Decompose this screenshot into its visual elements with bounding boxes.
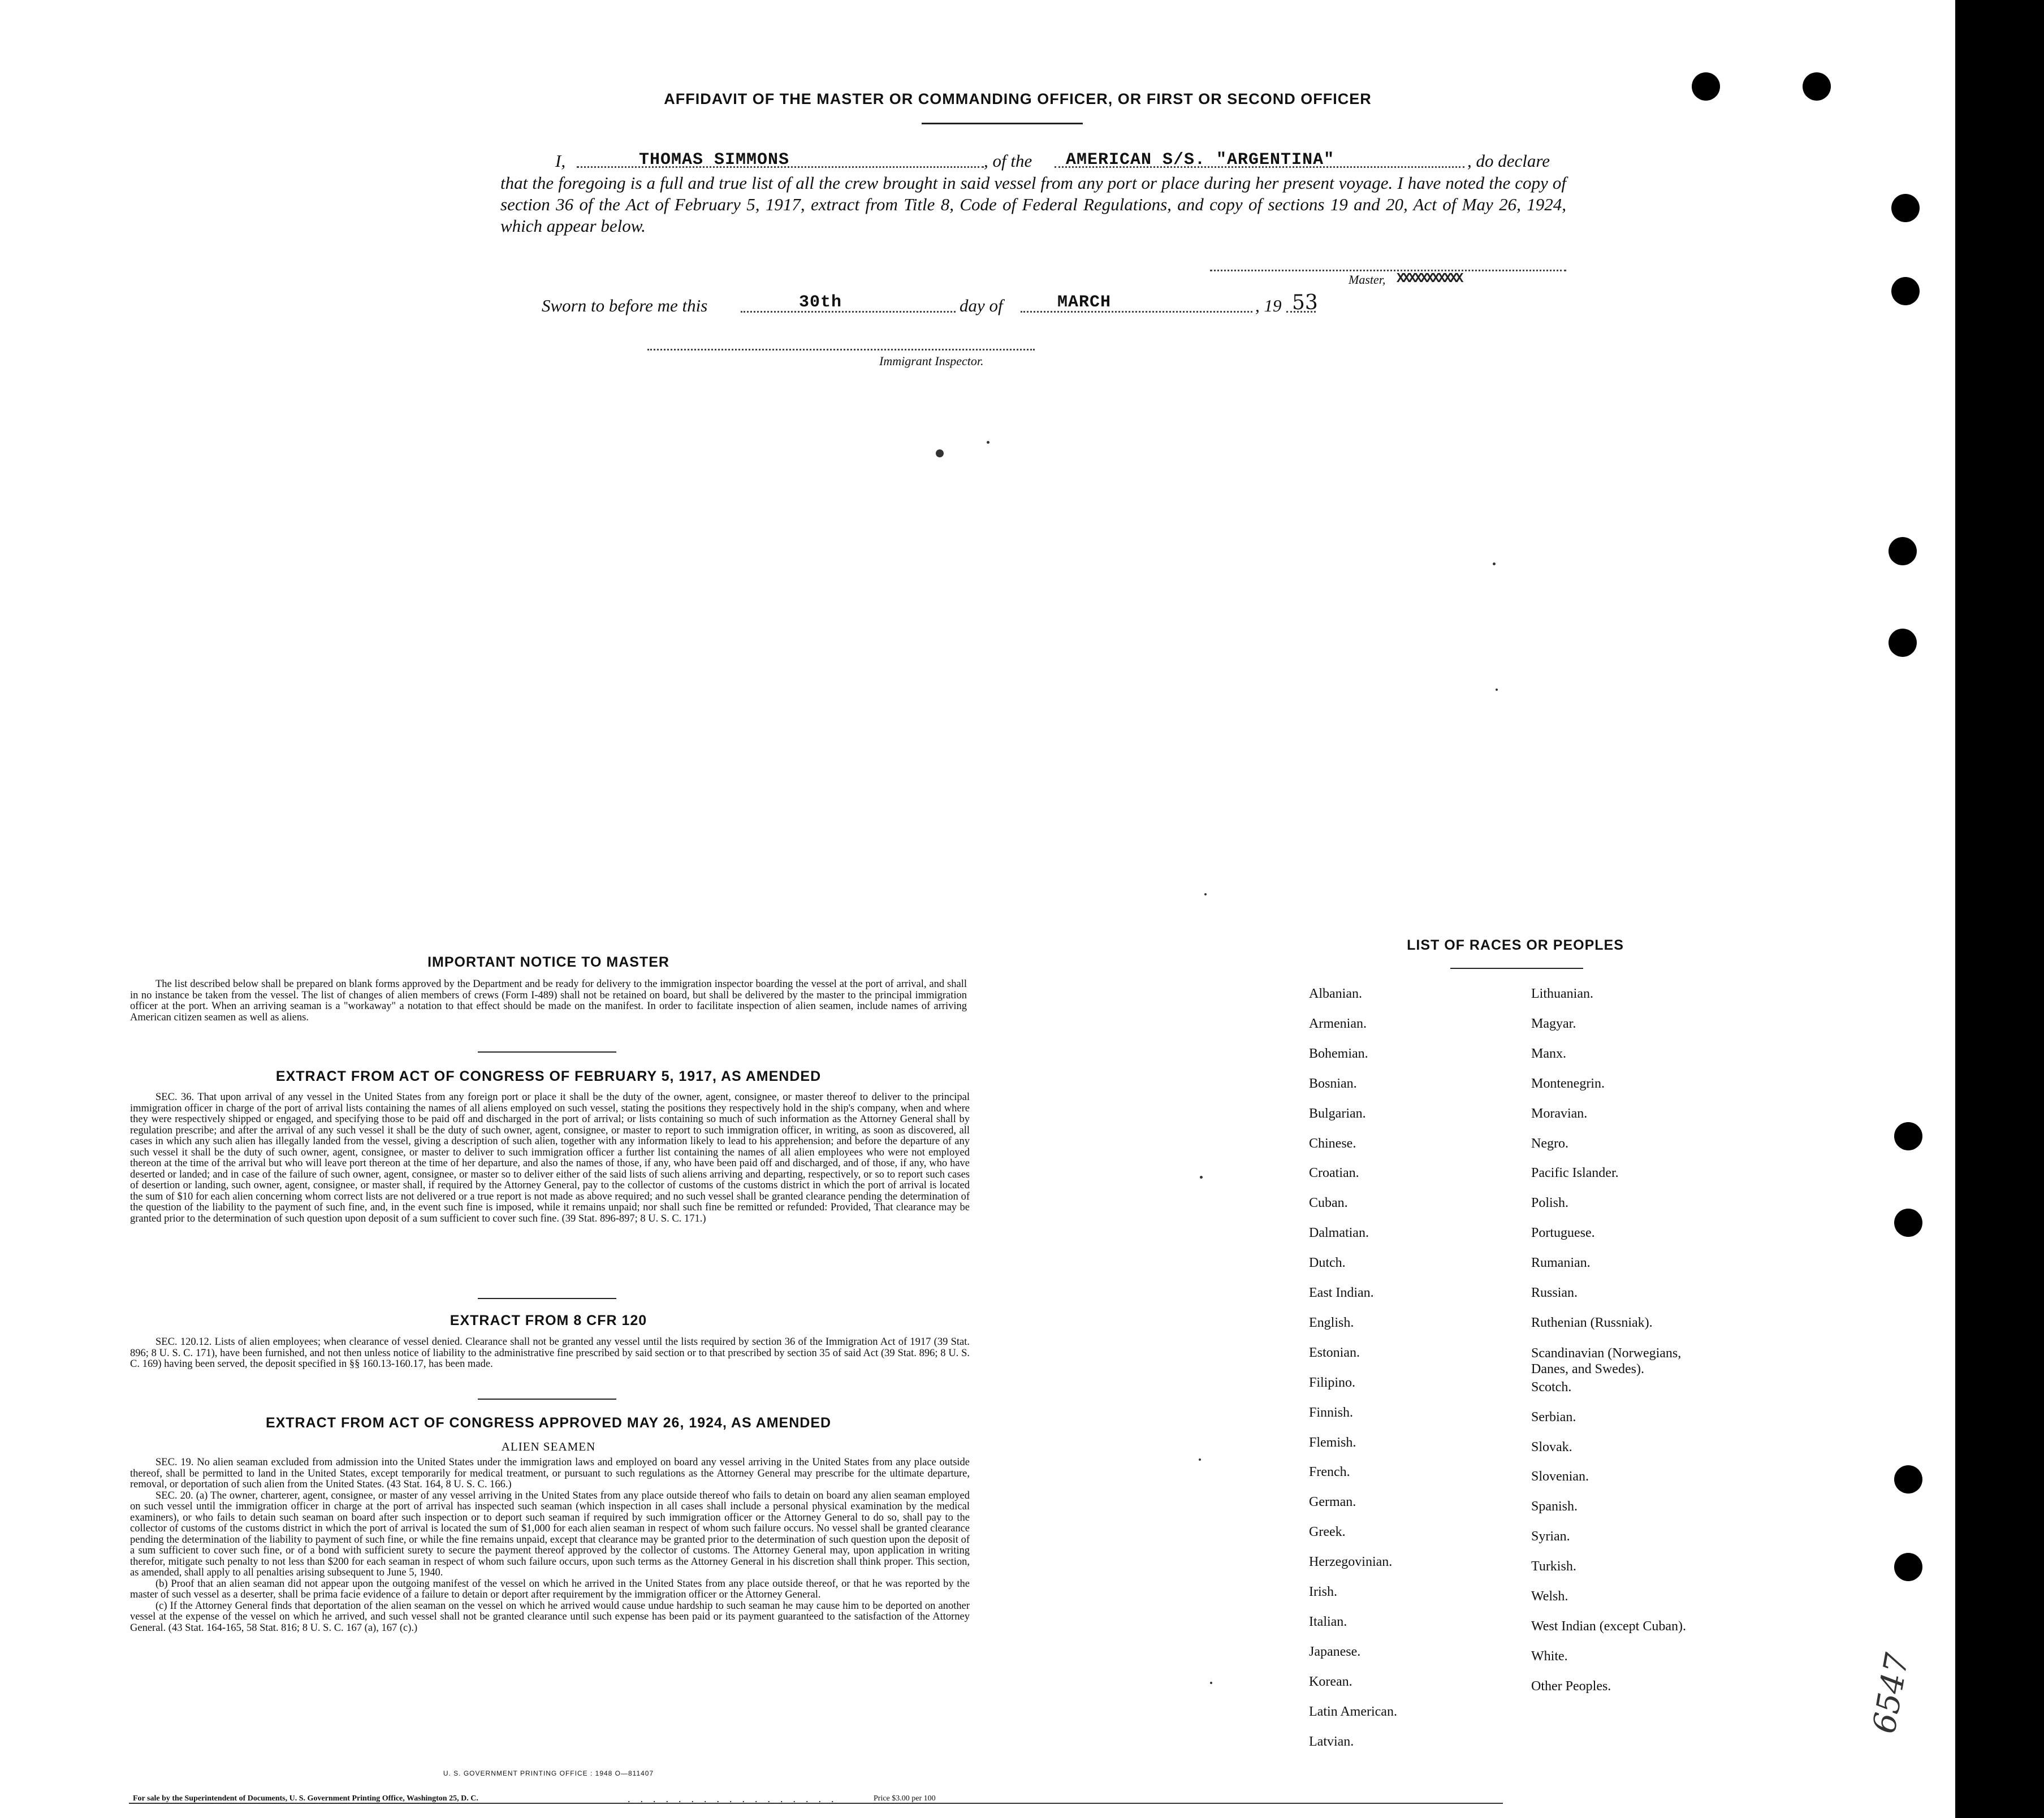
ink-speck <box>1210 1682 1212 1684</box>
race-entry: Moravian. <box>1531 1106 1588 1121</box>
extract-1924-heading: EXTRACT FROM ACT OF CONGRESS APPROVED MAY 26, 1924, AS AMENDED <box>265 1415 832 1431</box>
race-entry: Montenegrin. <box>1531 1076 1605 1091</box>
declaration-do-declare: , do declare <box>1467 151 1550 171</box>
race-entry: Welsh. <box>1531 1589 1568 1604</box>
master-signature-line <box>1210 270 1566 271</box>
struck-through-text: XXXXXXXXXXX <box>1397 271 1462 287</box>
extract-1924-sec19: SEC. 19. No alien seaman excluded from admission into the United States under the immigration laws and employed on board any vessel arriving in the United States from any place outside thereof, shall be permitted to land in the United States, except temporarily for medical treatment, or pursuant to such regulations as the Attorney General may prescribe for the ultimate departure, removal, or deportation of such alien from the United States. (43 Stat. 164, 8 U. S. C. 166.) <box>130 1457 970 1490</box>
punch-hole <box>1894 1122 1922 1150</box>
race-entry: Dalmatian. <box>1309 1226 1369 1241</box>
notice-body: The list described below shall be prepared on blank forms approved by the Department and be ready for delivery to the immigration inspector boarding the vessel at the port of arrival, and shall in no instance be taken from the vessel. The list of changes of alien members of crews (Form I-489) shall not be retained on board, but shall be delivered by the master to the principal immigration officer at the port. When an arriving seaman is a "workaway" a notation to that effect should be made on the manifest. In order to facilitate inspection of alien seamen, include names of arriving American citizen seamen as well as aliens. <box>130 979 967 1023</box>
race-entry: Lithuanian. <box>1531 986 1593 1001</box>
race-entry: Albanian. <box>1309 986 1362 1001</box>
punch-hole <box>1894 1209 1922 1237</box>
declaration-i: I, <box>555 151 566 171</box>
ink-speck <box>936 449 944 457</box>
race-entry: Pacific Islander. <box>1531 1166 1619 1181</box>
extract-1924-sec20b: (b) Proof that an alien seaman did not appear upon the outgoing manifest of the vessel on which he arrived in the United States from any place outside thereof, or that he was reported by the master of such vessel as a deserter, shall be prima facie evidence of a failure to detain or deport after requirement by the immigration officer or the Attorney General. <box>130 1578 970 1600</box>
affidavit-title: AFFIDAVIT OF THE MASTER OR COMMANDING OFFICER, OR FIRST OR SECOND OFFICER <box>664 90 1372 107</box>
sworn-year-line <box>1286 311 1316 313</box>
sworn-label: Sworn to before me this <box>542 296 708 315</box>
race-entry: Greek. <box>1309 1525 1346 1540</box>
notice-heading: IMPORTANT NOTICE TO MASTER <box>427 954 669 970</box>
master-signature-label: Master, <box>1349 272 1386 287</box>
sworn-year-value: 53 <box>1292 291 1318 314</box>
race-entry: Armenian. <box>1309 1016 1367 1031</box>
race-entry: Herzegovinian. <box>1309 1555 1393 1570</box>
race-entry: Latin American. <box>1309 1704 1397 1719</box>
punch-hole <box>1889 629 1917 657</box>
inspector-signature-line <box>647 349 1035 350</box>
race-entry: Irish. <box>1309 1585 1337 1599</box>
race-entry: German. <box>1309 1495 1356 1510</box>
punch-hole <box>1889 537 1917 565</box>
race-entry: Portuguese. <box>1531 1226 1595 1241</box>
race-entry: West Indian (except Cuban). <box>1531 1618 1686 1634</box>
punch-hole <box>1891 194 1920 222</box>
declaration-of-the: , of the <box>984 151 1032 171</box>
ink-speck <box>1496 689 1498 691</box>
inspector-label: Immigrant Inspector. <box>879 354 984 368</box>
race-entry: Scotch. <box>1531 1379 1572 1395</box>
extract-1917-heading: EXTRACT FROM ACT OF CONGRESS OF FEBRUARY 5, 1917, AS AMENDED <box>275 1068 822 1084</box>
race-entry: Other Peoples. <box>1531 1678 1611 1694</box>
vessel-name-value: AMERICAN S/S. "ARGENTINA" <box>1066 150 1335 170</box>
race-entry: Italian. <box>1309 1614 1347 1629</box>
race-entry: Bosnian. <box>1309 1076 1357 1091</box>
race-entry: Flemish. <box>1309 1435 1356 1450</box>
race-entry: Cuban. <box>1309 1196 1348 1211</box>
race-entry: Russian. <box>1531 1285 1578 1300</box>
footer-dots: ................. <box>628 1793 844 1804</box>
race-entry: Japanese. <box>1309 1644 1361 1659</box>
race-entry: Turkish. <box>1531 1559 1576 1574</box>
race-entry: Polish. <box>1531 1196 1569 1211</box>
race-entry: Estonian. <box>1309 1345 1360 1360</box>
race-entry: English. <box>1309 1315 1354 1330</box>
footer-price: Price $3.00 per 100 <box>874 1794 936 1803</box>
race-entry: White. <box>1531 1648 1568 1664</box>
extract-1917-divider <box>478 1298 616 1299</box>
sworn-day-line <box>741 311 956 313</box>
race-entry: Magyar. <box>1531 1016 1576 1031</box>
race-entry: Korean. <box>1309 1674 1352 1689</box>
ink-speck <box>987 441 989 444</box>
race-entry: Spanish. <box>1531 1499 1578 1514</box>
race-entry: Negro. <box>1531 1136 1568 1151</box>
race-entry: French. <box>1309 1465 1350 1480</box>
notice-divider <box>478 1051 616 1053</box>
punch-hole <box>1894 1465 1922 1494</box>
extract-1924-sec20a: SEC. 20. (a) The owner, charterer, agent, consignee, or master of any vessel arriving in the United States from any place outside thereof who fails to detain on board any alien seaman employed on such vessel until the immigration officer in charge at the port of arrival has inspected such seaman (which inspection in all cases shall include a personal physical examination by the medical examiners), or who fails to detain such seaman on board after such inspection or to deport such seaman if required by such immigration officer or the Attorney General to do so, shall pay to the collector of customs of the customs district in which the port of arrival is located the sum of $1,000 for each alien seaman in respect of whom such failure occurs. No vessel shall be granted clearance pending the determination of the liability to payment of such fine, or while the fine remains unpaid, except that clearance may be granted prior to the determination of such question upon the deposit of a sum sufficient to cover such fine, or of a bond with sufficient surety to secure the payment thereof approved by the collector of customs. The Attorney General may, upon application in writing therefor, mitigate such penalty to not less than $200 for each seaman in respect of whom such failure occurs, upon such terms as the Attorney General in his discretion shall think proper. This section, as amended, shall apply to all penalties arising subsequent to June 5, 1940. <box>130 1490 970 1578</box>
extract-1924-sec20c: (c) If the Attorney General finds that deportation of the alien seaman on the vessel on which he arrived would cause undue hardship to such seaman he may cause him to be deported on another vessel at the expense of the vessel on which he arrived, and such vessel shall not be granted clearance until such expense has been paid or its payment guaranteed to the satisfaction of the Attorney General. (43 Stat. 164-165, 58 Stat. 816; 8 U. S. C. 167 (a), 167 (c).) <box>130 1600 970 1634</box>
race-entry: Scandinavian (Norwegians, Danes, and Swedes). <box>1531 1345 1682 1377</box>
day-of-label: day of <box>960 296 1003 315</box>
ink-speck <box>1199 1458 1201 1461</box>
extract-1924-body <box>130 1457 970 1634</box>
extract-cfr-heading: EXTRACT FROM 8 CFR 120 <box>450 1313 647 1328</box>
race-entry: Chinese. <box>1309 1136 1356 1151</box>
ink-speck <box>1493 562 1496 565</box>
race-entry: Ruthenian (Russniak). <box>1531 1315 1653 1330</box>
title-underline <box>922 123 1083 124</box>
race-entry: Slovenian. <box>1531 1469 1589 1484</box>
race-entry: Slovak. <box>1531 1439 1572 1455</box>
races-divider <box>1450 968 1583 969</box>
extract-cfr-divider <box>478 1399 616 1400</box>
race-entry: Latvian. <box>1309 1734 1354 1749</box>
race-entry: East Indian. <box>1309 1285 1374 1300</box>
punch-hole <box>1803 72 1831 101</box>
extract-1924-subheading: ALIEN SEAMEN <box>501 1440 596 1453</box>
races-heading: LIST OF RACES OR PEOPLES <box>1407 937 1624 953</box>
punch-hole <box>1894 1553 1922 1581</box>
sworn-month-value: MARCH <box>1057 293 1112 312</box>
race-entry: Bulgarian. <box>1309 1106 1366 1121</box>
race-entry: Rumanian. <box>1531 1256 1591 1271</box>
extract-cfr-body: SEC. 120.12. Lists of alien employees; when clearance of vessel denied. Clearance shall not be granted any vessel until the lists required by section 36 of the Immigration Act of 1917 (39 Stat. 896; 8 U. S. C. 171), have been furnished, and not then unless notice of liability to the administrative fine prescribed by said section or to that prescribed by section 35 of said Act (39 Stat. 896; 8 U. S. C. 169) having been served, the deposit specified in §§ 160.13-160.17, has been made. <box>130 1336 970 1370</box>
ink-speck <box>1200 1176 1203 1179</box>
ink-speck <box>1204 893 1207 895</box>
punch-hole <box>1692 72 1720 101</box>
year-prefix: , 19 <box>1255 296 1282 315</box>
race-entry: Dutch. <box>1309 1256 1346 1271</box>
race-entry: Bohemian. <box>1309 1046 1368 1061</box>
sworn-day-value: 30th <box>799 293 842 312</box>
extract-1917-body: SEC. 36. That upon arrival of any vessel in the United States from any foreign port or place it shall be the duty of the owner, agent, consignee, or master thereof to deliver to the principal immigration officer in charge of the port of arrival lists containing the names of all aliens employed on such vessel, stating the positions they respectively hold in the ship's company, when and where they were respectively shipped or engaged, and specifying those to be paid off and discharged in the port of arrival; or lists containing so much of such information as the Attorney General shall by regulation prescribe; and after the arrival of any such vessel it shall be the duty of such owner, agent, consignee, or master to report to such immigration officer, in writing, as soon as discovered, all cases in which any such alien has illegally landed from the vessel, giving a description of such alien, together with any information likely to lead to his apprehension; and before the departure of any such vessel it shall be the duty of such owner, agent, consignee, or master to deliver to such immigration officer a further list containing the names of all alien employees who were not employed thereon at the time of the arrival but who will leave port thereon at the time of her departure, and also the names of those, if any, who have been paid off and discharged, and of those, if any, who have deserted or landed; and in case of the failure of such owner, agent, consignee, or master so to deliver either of the said lists of such aliens arriving and departing, respectively, or so to report such cases of desertion or landing, such owner, agent, consignee, or master shall, if required by the Attorney General, pay to the collector of customs of the customs district in which the port of arrival is located the sum of $10 for each alien concerning whom correct lists are not delivered or a true report is not made as above required; and no such vessel shall be granted clearance pending the determination of the question of the liability to the payment of such fine, and, in the event such fine is imposed, while it remains unpaid; nor shall such fine be remitted or refunded: Provided, That clearance may be granted prior to the determination of such question upon deposit of a sum sufficient to cover such fine. (39 Stat. 896-897; 8 U. S. C. 171.) <box>130 1092 970 1224</box>
punch-hole <box>1891 277 1920 305</box>
race-entry: Finnish. <box>1309 1405 1354 1420</box>
race-entry: Croatian. <box>1309 1166 1359 1181</box>
sworn-month-line <box>1021 311 1252 313</box>
race-entry: Serbian. <box>1531 1409 1576 1425</box>
footer-sale-text: For sale by the Superintendent of Documents, U. S. Government Printing Office, Washington 25, D. C. <box>133 1794 478 1803</box>
declaration-body: that the foregoing is a full and true list of all the crew brought in said vessel from any port or place during her present voyage. I have noted the copy of section 36 of the Act of February 5, 1917, extract from Title 8, Code of Federal Regulations, and copy of sections 19 and 20, Act of May 26, 1924, which appear below. <box>500 173 1566 236</box>
race-entry: Syrian. <box>1531 1529 1570 1544</box>
handwritten-margin-number: 6547 <box>1866 1650 1916 1737</box>
race-entry: Manx. <box>1531 1046 1566 1061</box>
printing-office-line: U. S. GOVERNMENT PRINTING OFFICE : 1948 O—811407 <box>443 1769 654 1777</box>
master-name-value: THOMAS SIMMONS <box>639 150 790 170</box>
race-entry: Filipino. <box>1309 1375 1356 1390</box>
